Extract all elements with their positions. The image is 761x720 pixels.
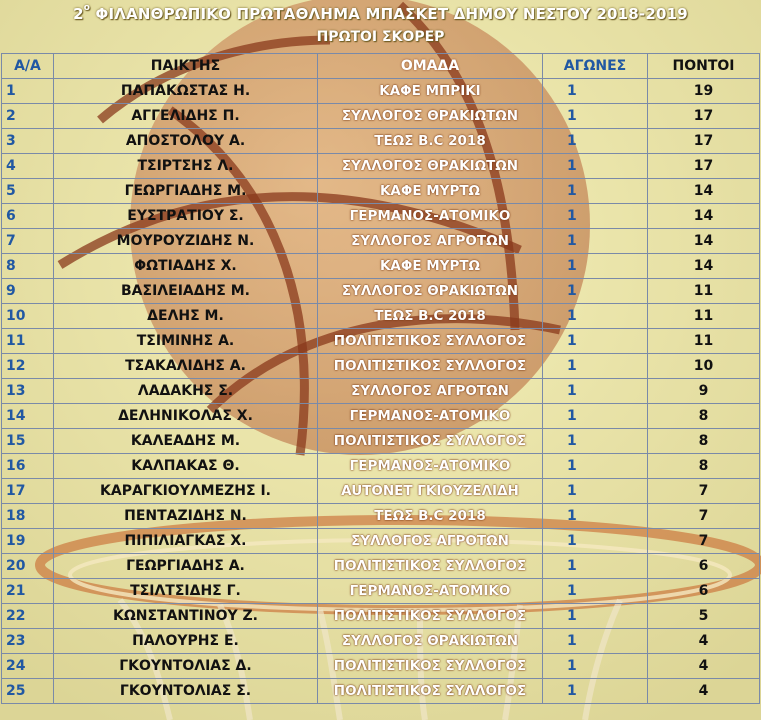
cell-player: ΛΑΔΑΚΗΣ Σ.	[54, 379, 318, 404]
cell-player: ΤΣΙΛΤΣΙΔΗΣ Γ.	[54, 579, 318, 604]
cell-aa: 25	[2, 679, 54, 704]
cell-player: ΔΕΛΗΝΙΚΟΛΑΣ Χ.	[54, 404, 318, 429]
table-row	[2, 229, 760, 254]
cell-team: ΓΕΡΜΑΝΟΣ-ΑΤΟΜΙΚΟ	[318, 204, 543, 229]
cell-points: 19	[648, 79, 760, 104]
table-row	[2, 254, 760, 279]
cell-team: ΣΥΛΛΟΓΟΣ ΘΡΑΚΙΩΤΩΝ	[318, 154, 543, 179]
cell-games: 1	[543, 679, 648, 704]
cell-aa: 10	[2, 304, 54, 329]
cell-aa: 22	[2, 604, 54, 629]
cell-points: 10	[648, 354, 760, 379]
cell-points: 17	[648, 129, 760, 154]
cell-games: 1	[543, 579, 648, 604]
cell-team: ΣΥΛΛΟΓΟΣ ΑΓΡΟΤΩΝ	[318, 379, 543, 404]
cell-points: 8	[648, 454, 760, 479]
cell-points: 17	[648, 154, 760, 179]
cell-player: ΠΑΛΟΥΡΗΣ Ε.	[54, 629, 318, 654]
cell-player: ΦΩΤΙΑΔΗΣ Χ.	[54, 254, 318, 279]
cell-team: ΚΑΦΕ ΜΠΡΙΚΙ	[318, 79, 543, 104]
cell-aa: 23	[2, 629, 54, 654]
table-header-row	[2, 54, 760, 79]
cell-points: 17	[648, 104, 760, 129]
table-row	[2, 579, 760, 604]
table-row	[2, 554, 760, 579]
cell-team: ΠΟΛΙΤΙΣΤΙΚΟΣ ΣΥΛΛΟΓΟΣ	[318, 429, 543, 454]
cell-aa: 8	[2, 254, 54, 279]
table-row	[2, 504, 760, 529]
cell-team: ΠΟΛΙΤΙΣΤΙΚΟΣ ΣΥΛΛΟΓΟΣ	[318, 604, 543, 629]
table-row	[2, 304, 760, 329]
cell-points: 14	[648, 254, 760, 279]
cell-aa: 16	[2, 454, 54, 479]
cell-player: ΔΕΛΗΣ Μ.	[54, 304, 318, 329]
cell-games: 1	[543, 504, 648, 529]
cell-aa: 9	[2, 279, 54, 304]
cell-team: ΤΕΩΣ Β.C 2018	[318, 304, 543, 329]
cell-player: ΠΙΠΙΛΙΑΓΚΑΣ Χ.	[54, 529, 318, 554]
cell-player: ΓΚΟΥΝΤΟΛΙΑΣ Δ.	[54, 654, 318, 679]
cell-player: ΑΓΓΕΛΙΔΗΣ Π.	[54, 104, 318, 129]
cell-player: ΤΣΑΚΑΛΙΔΗΣ Α.	[54, 354, 318, 379]
cell-player: ΕΥΣΤΡΑΤΙΟΥ Σ.	[54, 204, 318, 229]
cell-team: ΠΟΛΙΤΙΣΤΙΚΟΣ ΣΥΛΛΟΓΟΣ	[318, 679, 543, 704]
table-row	[2, 354, 760, 379]
cell-points: 6	[648, 554, 760, 579]
title-ordinal: ο	[83, 3, 91, 13]
cell-games: 1	[543, 104, 648, 129]
column-header-aa: Α/Α	[2, 54, 54, 79]
cell-player: ΑΠΟΣΤΟΛΟΥ Α.	[54, 129, 318, 154]
cell-aa: 24	[2, 654, 54, 679]
cell-points: 9	[648, 379, 760, 404]
cell-player: ΓΕΩΡΓΙΑΔΗΣ Α.	[54, 554, 318, 579]
cell-points: 6	[648, 579, 760, 604]
cell-team: ΤΕΩΣ Β.C 2018	[318, 129, 543, 154]
title-number: 2	[73, 5, 84, 23]
cell-team: ΓΕΡΜΑΝΟΣ-ΑΤΟΜΙΚΟ	[318, 579, 543, 604]
cell-points: 11	[648, 279, 760, 304]
cell-player: ΤΣΙΜΙΝΗΣ Α.	[54, 329, 318, 354]
cell-aa: 19	[2, 529, 54, 554]
page-subtitle: ΠΡΩΤΟΙ ΣΚΟΡΕΡ	[316, 29, 445, 45]
cell-games: 1	[543, 179, 648, 204]
cell-games: 1	[543, 129, 648, 154]
table-row	[2, 129, 760, 154]
cell-player: ΜΟΥΡΟΥΖΙΔΗΣ Ν.	[54, 229, 318, 254]
table-row	[2, 379, 760, 404]
cell-points: 8	[648, 404, 760, 429]
cell-games: 1	[543, 479, 648, 504]
cell-games: 1	[543, 304, 648, 329]
cell-team: ΓΕΡΜΑΝΟΣ-ΑΤΟΜΙΚΟ	[318, 454, 543, 479]
table-body	[2, 79, 760, 704]
table-row	[2, 454, 760, 479]
table-row	[2, 429, 760, 454]
cell-aa: 11	[2, 329, 54, 354]
table-row	[2, 279, 760, 304]
cell-points: 4	[648, 654, 760, 679]
column-header-team: ΟΜΑΔΑ	[318, 54, 543, 79]
cell-player: ΒΑΣΙΛΕΙΑΔΗΣ Μ.	[54, 279, 318, 304]
title-text: ΦΙΛΑΝΘΡΩΠΙΚΟ ΠΡΩΤΑΘΛΗΜΑ ΜΠΑΣΚΕΤ ΔΗΜΟΥ ΝΕΣΤΟΥ 2018-2019	[90, 5, 688, 23]
table-row	[2, 104, 760, 129]
table-row	[2, 679, 760, 704]
cell-team: ΣΥΛΛΟΓΟΣ ΘΡΑΚΙΩΤΩΝ	[318, 629, 543, 654]
cell-aa: 20	[2, 554, 54, 579]
cell-games: 1	[543, 229, 648, 254]
cell-points: 7	[648, 504, 760, 529]
table-row	[2, 79, 760, 104]
cell-games: 1	[543, 154, 648, 179]
cell-points: 14	[648, 204, 760, 229]
table-row	[2, 479, 760, 504]
cell-team: ΣΥΛΛΟΓΟΣ ΘΡΑΚΙΩΤΩΝ	[318, 104, 543, 129]
table-row	[2, 629, 760, 654]
cell-points: 7	[648, 529, 760, 554]
cell-team: ΚΑΦΕ ΜΥΡΤΩ	[318, 254, 543, 279]
cell-aa: 17	[2, 479, 54, 504]
cell-player: ΠΑΠΑΚΩΣΤΑΣ Η.	[54, 79, 318, 104]
cell-team: ΣΥΛΛΟΓΟΣ ΘΡΑΚΙΩΤΩΝ	[318, 279, 543, 304]
cell-team: ΚΑΦΕ ΜΥΡΤΩ	[318, 179, 543, 204]
cell-aa: 5	[2, 179, 54, 204]
cell-aa: 14	[2, 404, 54, 429]
cell-team: ΠΟΛΙΤΙΣΤΙΚΟΣ ΣΥΛΛΟΓΟΣ	[318, 354, 543, 379]
cell-player: ΚΑΛΕΑΔΗΣ Μ.	[54, 429, 318, 454]
cell-player: ΚΑΡΑΓΚΙΟΥΛΜΕΖΗΣ Ι.	[54, 479, 318, 504]
cell-team: ΣΥΛΛΟΓΟΣ ΑΓΡΟΤΩΝ	[318, 229, 543, 254]
cell-games: 1	[543, 379, 648, 404]
cell-games: 1	[543, 329, 648, 354]
cell-aa: 18	[2, 504, 54, 529]
cell-games: 1	[543, 404, 648, 429]
scorers-table	[1, 53, 760, 704]
cell-aa: 13	[2, 379, 54, 404]
cell-points: 7	[648, 479, 760, 504]
table-row	[2, 204, 760, 229]
cell-games: 1	[543, 554, 648, 579]
cell-team: ΠΟΛΙΤΙΣΤΙΚΟΣ ΣΥΛΛΟΓΟΣ	[318, 554, 543, 579]
column-header-points: ΠΟΝΤΟΙ	[648, 54, 760, 79]
cell-points: 14	[648, 229, 760, 254]
cell-aa: 1	[2, 79, 54, 104]
cell-aa: 2	[2, 104, 54, 129]
table-row	[2, 529, 760, 554]
column-header-games: ΑΓΩΝΕΣ	[543, 54, 648, 79]
table-row	[2, 404, 760, 429]
table-row	[2, 604, 760, 629]
cell-aa: 7	[2, 229, 54, 254]
cell-games: 1	[543, 79, 648, 104]
cell-aa: 6	[2, 204, 54, 229]
cell-team: ΤΕΩΣ Β.C 2018	[318, 504, 543, 529]
cell-player: ΚΩΝΣΤΑΝΤΙΝΟΥ Ζ.	[54, 604, 318, 629]
cell-games: 1	[543, 279, 648, 304]
cell-games: 1	[543, 654, 648, 679]
table-row	[2, 329, 760, 354]
cell-player: ΤΣΙΡΤΣΗΣ Λ.	[54, 154, 318, 179]
cell-points: 4	[648, 629, 760, 654]
cell-games: 1	[543, 454, 648, 479]
cell-games: 1	[543, 629, 648, 654]
table-row	[2, 154, 760, 179]
cell-games: 1	[543, 429, 648, 454]
cell-team: ΠΟΛΙΤΙΣΤΙΚΟΣ ΣΥΛΛΟΓΟΣ	[318, 329, 543, 354]
cell-games: 1	[543, 354, 648, 379]
cell-aa: 21	[2, 579, 54, 604]
cell-points: 5	[648, 604, 760, 629]
cell-points: 11	[648, 329, 760, 354]
cell-team: ΠΟΛΙΤΙΣΤΙΚΟΣ ΣΥΛΛΟΓΟΣ	[318, 654, 543, 679]
cell-player: ΓΕΩΡΓΙΑΔΗΣ Μ.	[54, 179, 318, 204]
column-header-player: ΠΑΙΚΤΗΣ	[54, 54, 318, 79]
cell-aa: 15	[2, 429, 54, 454]
cell-team: AUTONET ΓΚΙΟΥΖΕΛΙΔΗ	[318, 479, 543, 504]
page-title	[0, 5, 761, 23]
cell-games: 1	[543, 529, 648, 554]
cell-games: 1	[543, 204, 648, 229]
cell-points: 14	[648, 179, 760, 204]
cell-aa: 4	[2, 154, 54, 179]
cell-team: ΓΕΡΜΑΝΟΣ-ΑΤΟΜΙΚΟ	[318, 404, 543, 429]
cell-player: ΚΑΛΠΑΚΑΣ Θ.	[54, 454, 318, 479]
cell-points: 4	[648, 679, 760, 704]
header	[0, 0, 761, 52]
cell-aa: 3	[2, 129, 54, 154]
cell-points: 8	[648, 429, 760, 454]
cell-aa: 12	[2, 354, 54, 379]
cell-points: 11	[648, 304, 760, 329]
cell-player: ΠΕΝΤΑΖΙΔΗΣ Ν.	[54, 504, 318, 529]
cell-team: ΣΥΛΛΟΓΟΣ ΑΓΡΟΤΩΝ	[318, 529, 543, 554]
cell-player: ΓΚΟΥΝΤΟΛΙΑΣ Σ.	[54, 679, 318, 704]
cell-games: 1	[543, 254, 648, 279]
cell-games: 1	[543, 604, 648, 629]
table-row	[2, 654, 760, 679]
table-row	[2, 179, 760, 204]
